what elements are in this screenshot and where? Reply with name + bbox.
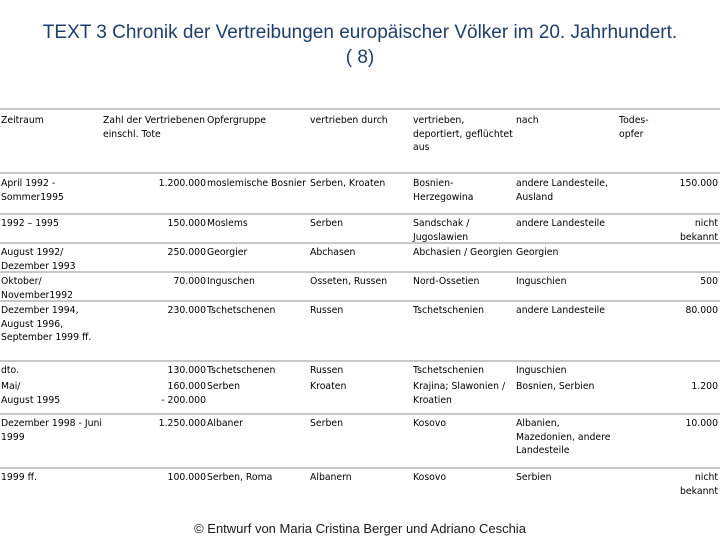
row-rule: [0, 213, 720, 215]
cell-count: 130.000: [167, 365, 206, 376]
cell-to: Bosnien, Serbien: [516, 381, 595, 392]
cell-from: Sandschak /: [413, 218, 470, 229]
cell-period: November1992: [1, 289, 74, 301]
cell-by: Serben, Kroaten: [310, 178, 386, 189]
cell-from: Tschetschenien: [413, 365, 485, 376]
cell-from: Bosnien-: [413, 178, 454, 189]
cell-by: Osseten, Russen: [310, 276, 388, 287]
row-rule: [0, 172, 720, 174]
cell-from: Herzegowina: [413, 191, 474, 203]
cell-count: 230.000: [167, 305, 206, 316]
row-rule: [0, 271, 720, 273]
cell-deaths: 80.000: [685, 305, 718, 316]
cell-period: Oktober/: [1, 276, 42, 287]
cell-count: 100.000: [167, 472, 206, 483]
cell-to: Ausland: [516, 191, 554, 203]
header-from-line1: vertrieben,: [413, 115, 465, 126]
cell-from: Kosovo: [413, 472, 447, 483]
cell-to: Landesteile: [516, 445, 570, 456]
cell-to: Serbien: [516, 472, 552, 483]
cell-from: Krajina; Slawonien /: [413, 381, 506, 392]
cell-from: Kroatien: [413, 394, 452, 406]
cell-count: 250.000: [167, 247, 206, 258]
cell-to: Albanien,: [516, 418, 560, 429]
cell-to: andere Landesteile: [516, 218, 605, 229]
cell-count: 1.250.000: [158, 418, 206, 429]
cell-to: Inguschien: [516, 365, 567, 376]
cell-by: Russen: [310, 305, 344, 316]
header-deaths-line2: opfer: [619, 128, 644, 140]
cell-period: Dezember 1998 - Juni: [1, 418, 102, 429]
header-count-line2: einschl. Tote: [103, 128, 161, 140]
cell-deaths: 1.200: [691, 381, 718, 392]
cell-from: Abchasien / Georgien: [413, 247, 513, 258]
cell-from: Kosovo: [413, 418, 447, 429]
cell-count: 1.200.000: [158, 178, 206, 189]
cell-to: Inguschien: [516, 276, 567, 287]
cell-to: Georgien: [516, 247, 559, 258]
row-rule: [0, 413, 720, 415]
header-expelled-by: vertrieben durch: [310, 115, 388, 126]
cell-by: Serben: [310, 218, 343, 229]
row-rule: [0, 300, 720, 302]
cell-period: Dezember 1994,: [1, 305, 79, 316]
header-from-line3: aus: [413, 142, 430, 153]
header-period: Zeitraum: [1, 115, 44, 126]
cell-period: August 1995: [1, 394, 61, 406]
cell-victims: Inguschen: [207, 276, 255, 287]
cell-by: Serben: [310, 418, 343, 429]
cell-count: 150.000: [167, 218, 206, 229]
cell-deaths: 150.000: [679, 178, 718, 189]
cell-victims: Serben, Roma: [207, 472, 273, 483]
cell-from: Tschetschenien: [413, 305, 485, 316]
cell-period: September 1999 ff.: [1, 332, 92, 343]
cell-by: Abchasen: [310, 247, 356, 258]
cell-from: Jugoslawien: [413, 231, 469, 243]
cell-period: April 1992 -: [1, 178, 56, 189]
row-rule: [0, 360, 720, 362]
cell-victims: Serben: [207, 381, 240, 392]
cell-to: andere Landesteile: [516, 305, 605, 316]
cell-period: Sommer1995: [1, 191, 64, 203]
header-count-line1: Zahl der Vertriebenen: [103, 115, 205, 126]
cell-deaths: bekannt: [680, 231, 718, 243]
cell-to: andere Landesteile,: [516, 178, 608, 189]
cell-deaths: 10.000: [685, 418, 718, 429]
cell-deaths: nicht: [694, 218, 718, 229]
cell-deaths: 500: [700, 276, 718, 287]
cell-period: August 1996,: [1, 318, 64, 330]
cell-period: 1992 – 1995: [1, 218, 59, 229]
copyright-footer: © Entwurf von Maria Cristina Berger und Adriano Ceschia: [194, 521, 526, 536]
row-rule: [0, 242, 720, 244]
table-top-rule: [0, 108, 720, 110]
cell-count: 70.000: [173, 276, 206, 287]
cell-deaths: bekannt: [680, 485, 718, 497]
cell-count: - 200.000: [161, 394, 206, 406]
header-to: nach: [516, 115, 539, 126]
cell-by: Albanern: [310, 472, 352, 483]
cell-by: Russen: [310, 365, 344, 376]
cell-period: 1999 ff.: [1, 472, 37, 483]
cell-victims: Moslems: [207, 218, 248, 229]
cell-period: Mai/: [1, 381, 21, 392]
cell-from: Nord-Ossetien: [413, 276, 480, 287]
cell-period: 1999: [1, 431, 25, 443]
cell-period: dto.: [1, 365, 20, 376]
cell-victims: Tschetschenen: [207, 365, 276, 376]
cell-victims: moslemische Bosnier: [207, 178, 306, 189]
cell-to: Mazedonien, andere: [516, 431, 611, 443]
row-rule: [0, 467, 720, 469]
cell-deaths: nicht: [694, 472, 718, 483]
cell-period: Dezember 1993: [1, 260, 76, 272]
cell-victims: Tschetschenen: [207, 305, 276, 316]
cell-victims: Georgier: [207, 247, 248, 258]
cell-count: 160.000: [167, 381, 206, 392]
cell-victims: Albaner: [207, 418, 243, 429]
cell-period: August 1992/: [1, 247, 64, 258]
cell-by: Kroaten: [310, 381, 347, 392]
header-from-line2: deportiert, geflüchtet: [413, 128, 513, 140]
header-victims: Opfergruppe: [207, 115, 267, 126]
page-title: TEXT 3 Chronik der Vertreibungen europäischer Völker im 20. Jahrhundert. ( 8): [42, 22, 678, 68]
header-deaths-line1: Todes-: [619, 115, 649, 126]
